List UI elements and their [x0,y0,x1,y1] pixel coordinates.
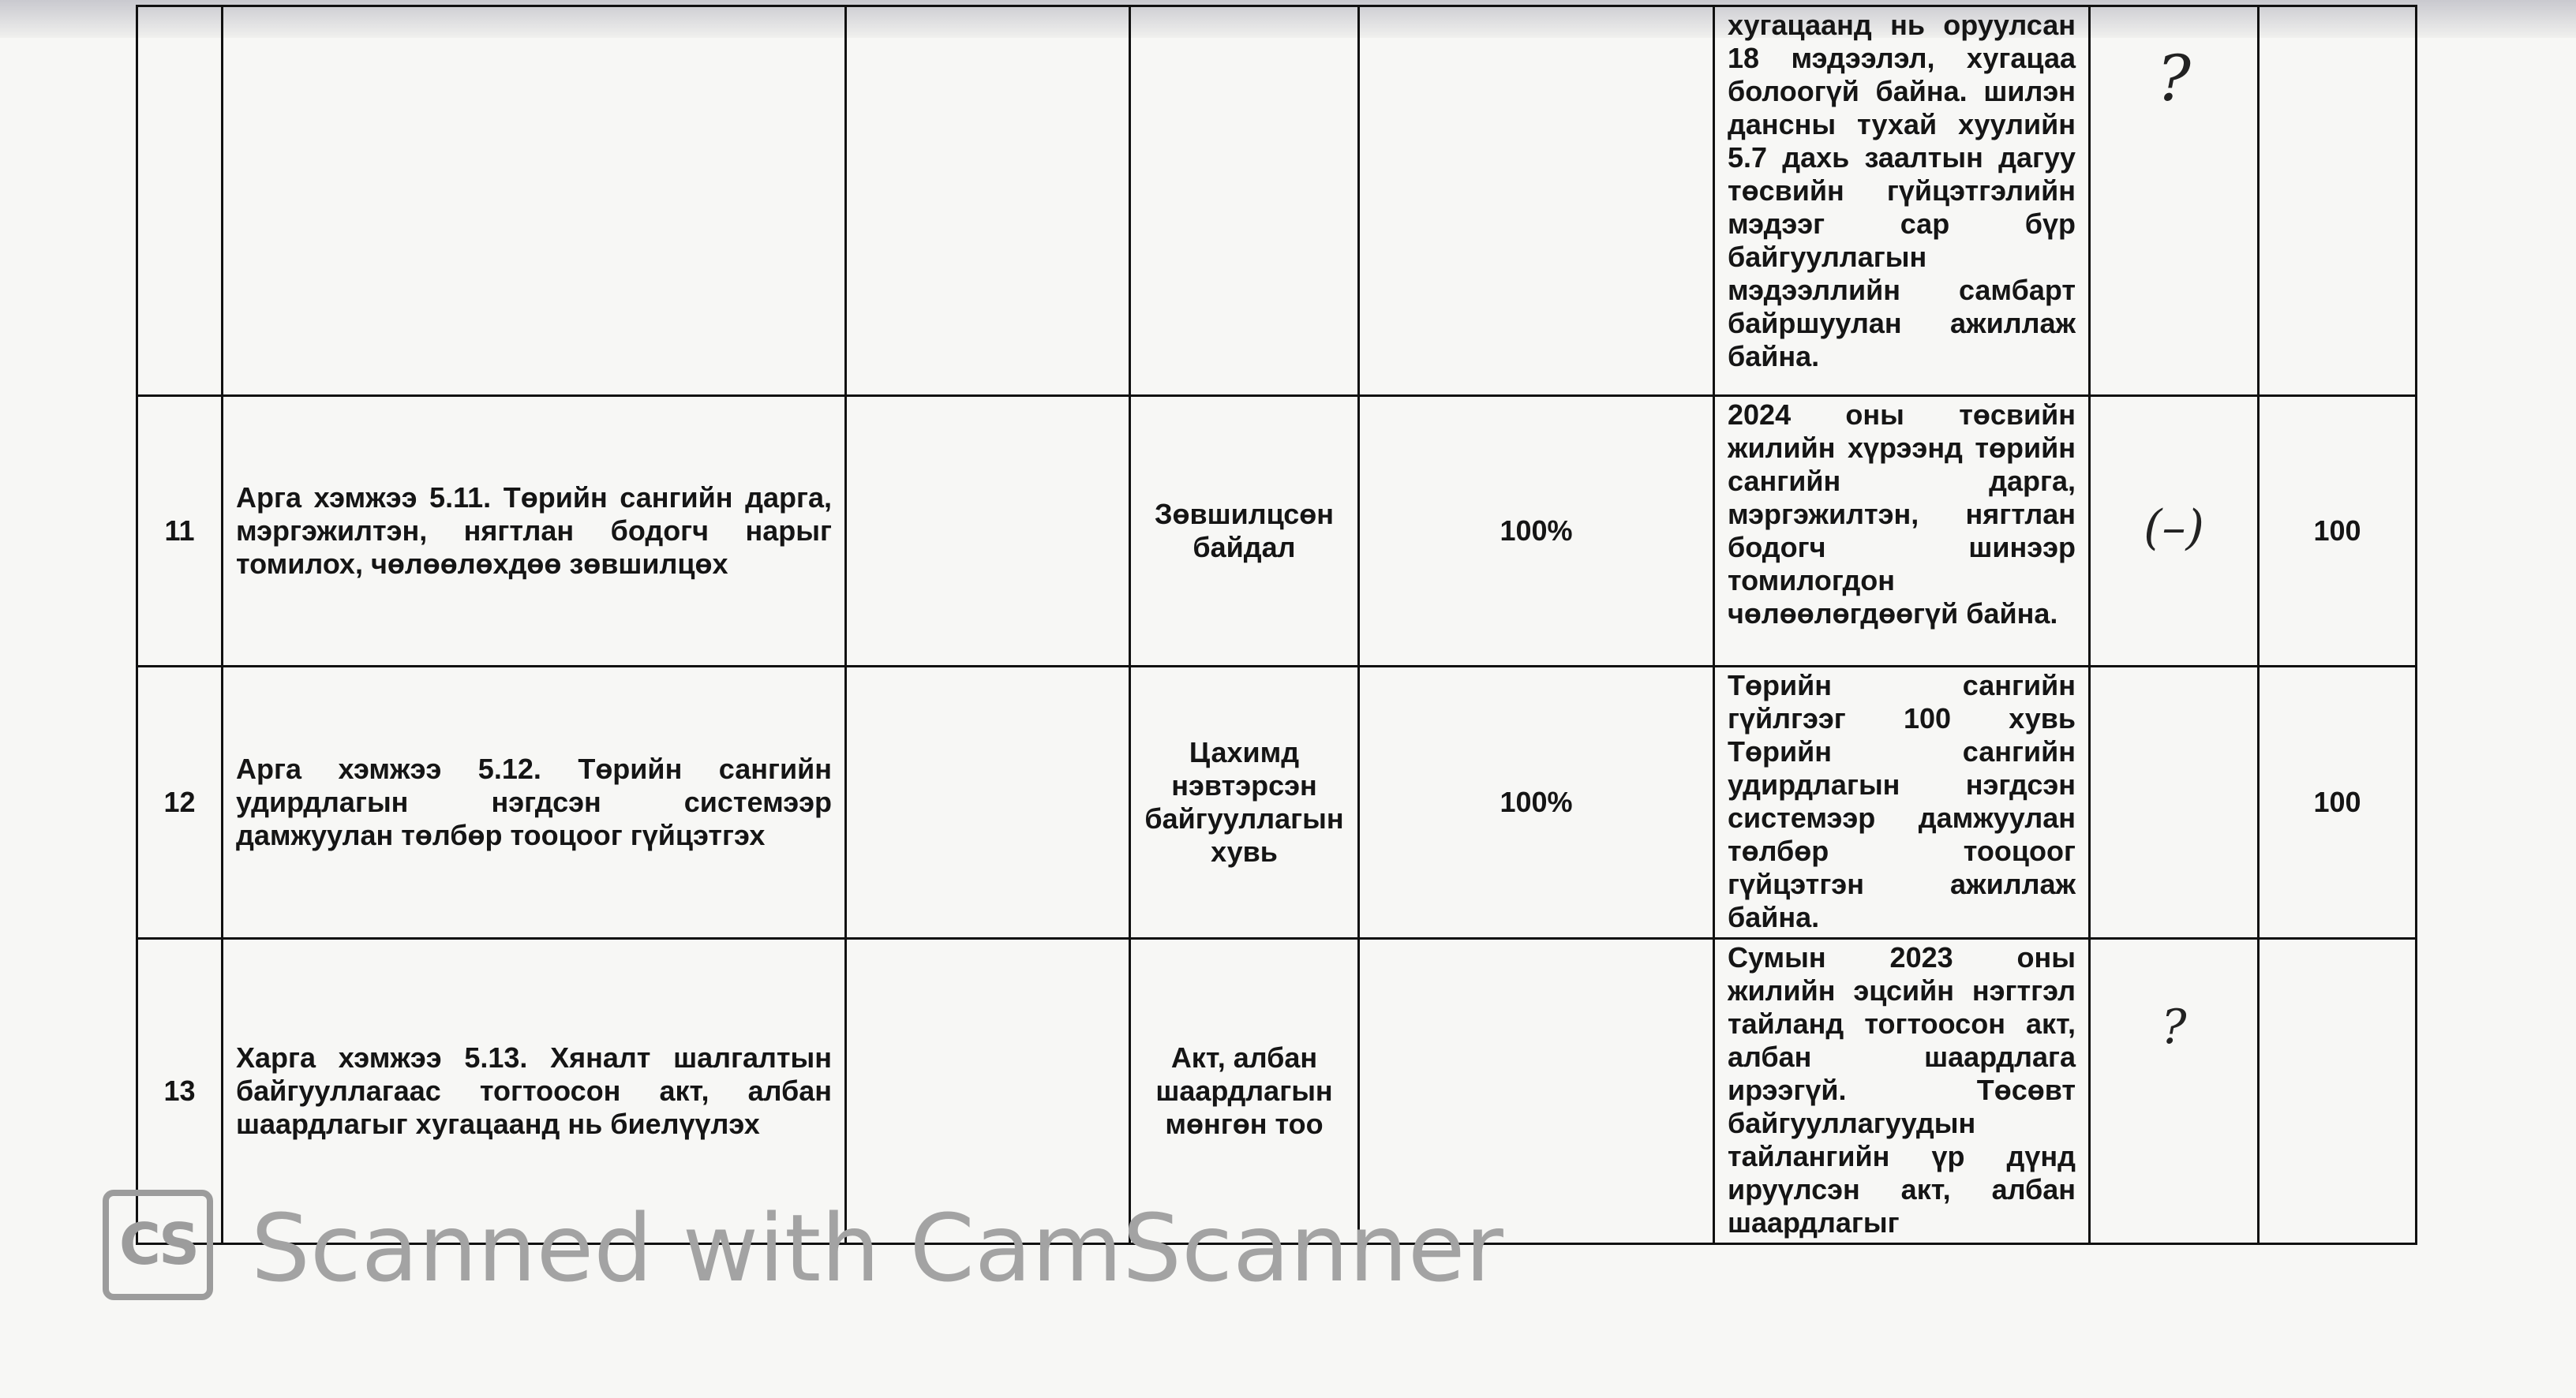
indicator-cell: Акт, албан шаардлагын мөнгөн тоо [1130,939,1359,1244]
measure-cell [223,6,846,396]
target-cell [1359,6,1714,396]
measure-cell: Арга хэмжээ 5.11. Төрийн сангийн дарга, мэргэжилтэн, нягтлан бодогч нарыг томилох, чөлөөлөхдөө зөвшилцөх [223,396,846,667]
handwritten-mark: ? [2161,1000,2187,1055]
status-cell: Сумын 2023 оны жилийн эцсийн нэгтгэл тайланд тогтоосон акт, албан шаардлага ирээгүй. Төсөвт байгууллагуудын тайлангийн үр дүнд ируүлсэн акт, албан шаардлагыг [1714,939,2090,1244]
row-number [137,6,223,396]
score-cell: 100 [2259,396,2417,667]
table-row [137,6,2417,396]
indicator-cell: Зөвшилцсөн байдал [1130,396,1359,667]
row-number: 11 [137,396,223,667]
empty-cell [846,396,1130,667]
score-cell [2259,6,2417,396]
target-cell: 100% [1359,667,1714,939]
measure-cell: Харга хэмжээ 5.13. Хяналт шалгалтын байгууллагаас тогтоосон акт, албан шаардлагыг хугацаанд нь биелүүлэх [223,939,846,1244]
empty-cell [846,667,1130,939]
table-row [137,667,2417,939]
measure-cell: Арга хэмжээ 5.12. Төрийн сангийн удирдлагын нэгдсэн системээр дамжуулан төлбөр тооцоог гүйцэтгэх [223,667,846,939]
row-number: 13 [137,939,223,1244]
status-cell: 2024 оны төсвийн жилийн хүрээнд төрийн сангийн дарга, мэргэжилтэн, нягтлан бодогч шинээр томилогдон чөлөөлөгдөөгүй байна. [1714,396,2090,667]
action-plan-table [136,5,2417,1245]
watermark-text: Scanned with CamScanner [251,1194,1503,1303]
handwritten-mark: ? [2157,42,2191,115]
indicator-cell: Цахимд нэвтэрсэн байгууллагын хувь [1130,667,1359,939]
score-cell: 100 [2259,667,2417,939]
status-cell: хугацаанд нь оруулсан 18 мэдээлэл, хугацаа болоогүй байна. шилэн дансны тухай хуулийн 5.7 дахь заалтын дагуу төсвийн гүйцэтгэлийн мэдээг сар бүр байгууллагын мэдээллийн самбарт байршуулан ажиллаж байна. [1714,6,2090,396]
camscanner-logo-icon: CS [103,1190,213,1300]
camscanner-watermark [103,1190,1503,1308]
status-cell: Төрийн сангийн гүйлгээг 100 хувь Төрийн сангийн удирдлагын нэгдсэн системээр дамжуулан төлбөр тооцоог гүйцэтгэн ажиллаж байна. [1714,667,2090,939]
empty-cell [846,6,1130,396]
table-row [137,396,2417,667]
target-cell: 100% [1359,396,1714,667]
score-cell [2259,939,2417,1244]
row-number: 12 [137,667,223,939]
indicator-cell [1130,6,1359,396]
handwritten-mark: (–) [2144,500,2204,555]
